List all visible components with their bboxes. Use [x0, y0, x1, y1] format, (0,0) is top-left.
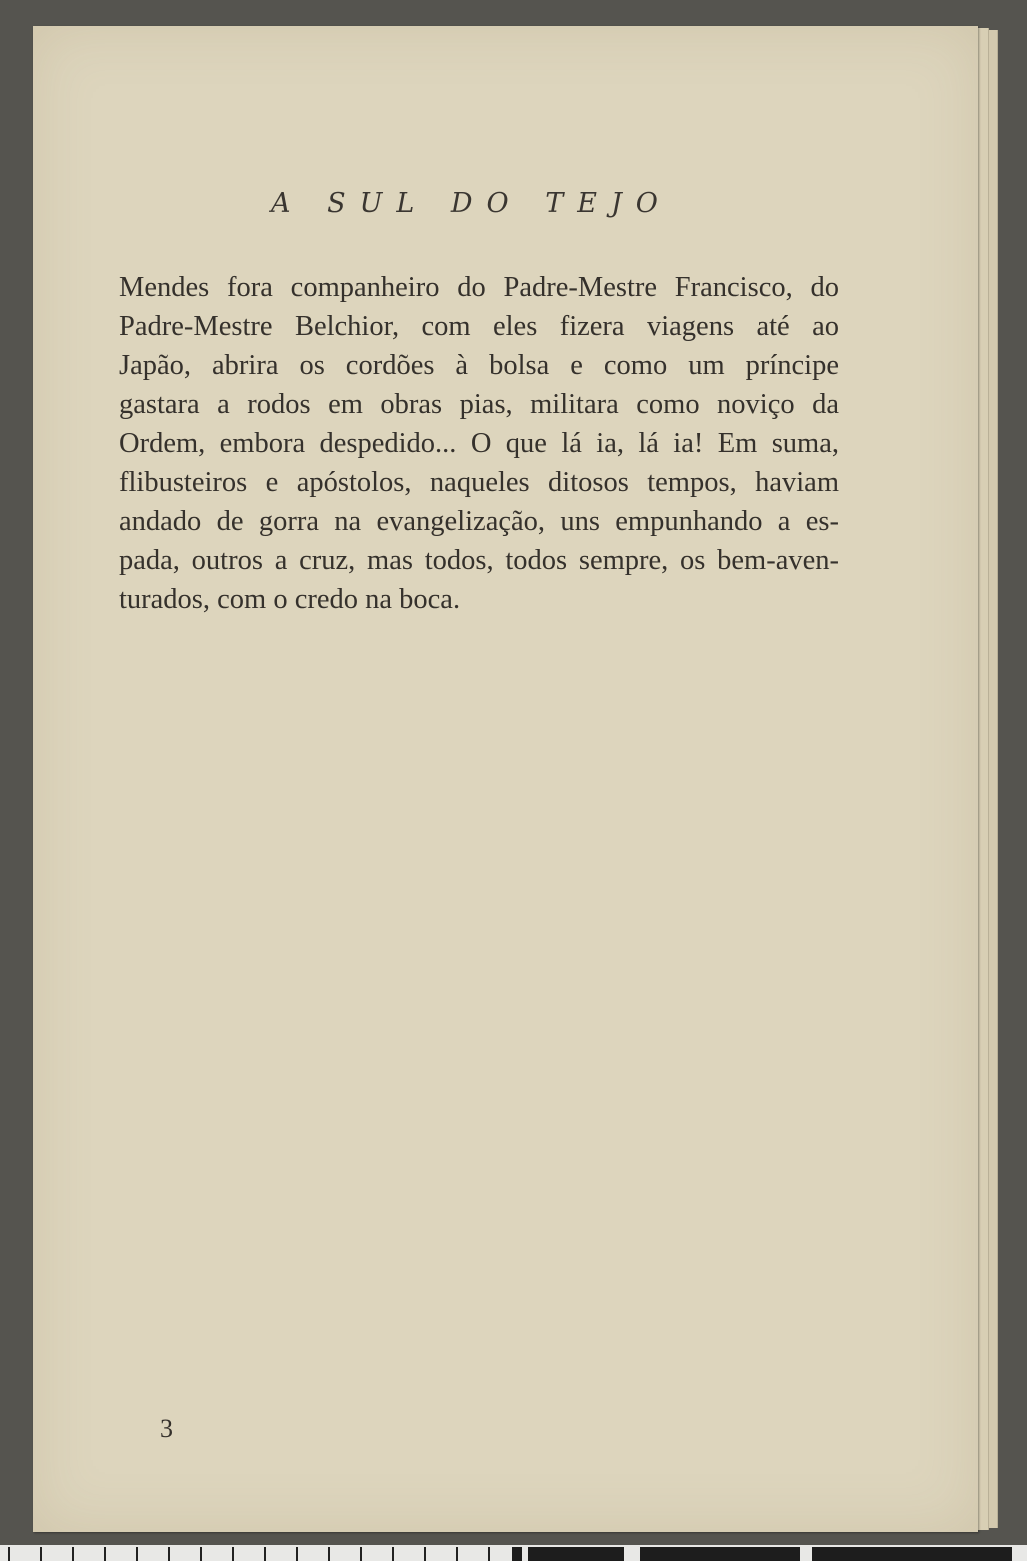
text-line: turados, com o credo na boca. [119, 584, 461, 615]
text-line: Padre-Mestre Belchior, com eles fizera viagens até ao [119, 311, 839, 342]
body-paragraph [119, 268, 839, 619]
text-line: Japão, abrira os cordões à bolsa e como um príncipe [119, 350, 839, 381]
running-header: A SUL DO TEJO [271, 188, 672, 219]
text-line: pada, outros a cruz, mas todos, todos sempre, os bem-aven- [119, 545, 839, 576]
book-page [33, 26, 978, 1532]
text-line: andado de gorra na evangelização, uns empunhando a es- [119, 506, 839, 537]
scale-ruler [0, 1545, 1027, 1561]
page-number: 3 [160, 1414, 173, 1443]
text-line: Ordem, embora despedido... O que lá ia, lá ia! Em suma, [119, 428, 839, 459]
text-line: gastara a rodos em obras pias, militara como noviço da [119, 389, 839, 420]
text-line: flibusteiros e apóstolos, naqueles ditosos tempos, haviam [119, 467, 839, 498]
text-line: Mendes fora companheiro do Padre-Mestre Francisco, do [119, 272, 839, 303]
